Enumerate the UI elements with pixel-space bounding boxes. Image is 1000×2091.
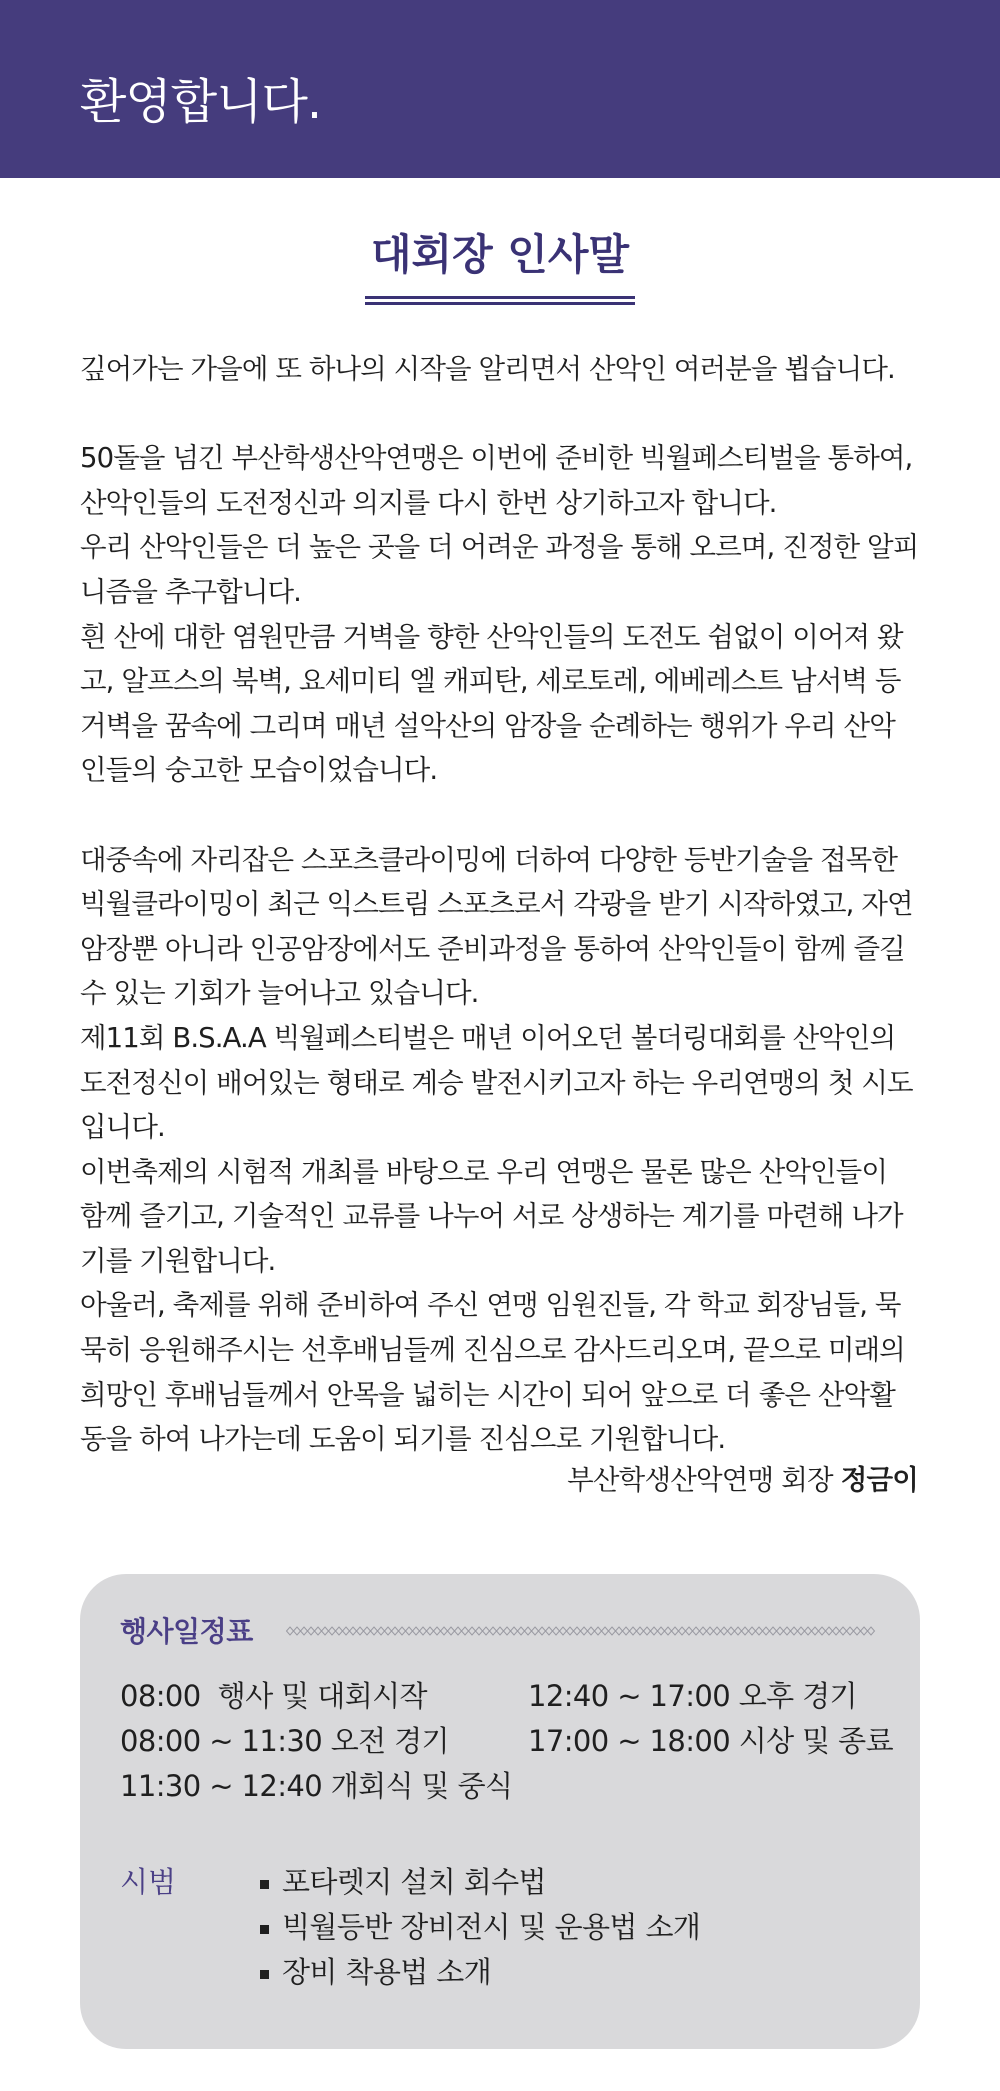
- diamond-ornament: [441, 1627, 448, 1635]
- diamond-ornament: [595, 1627, 602, 1635]
- diamond-ornament: [525, 1627, 532, 1635]
- diamond-ornament: [833, 1627, 840, 1635]
- page-title: 환영합니다.: [80, 74, 322, 130]
- body-paragraph: 대중속에 자리잡은 스포츠클라이밍에 더하여 다양한 등반기술을 접목한 빅월클라이밍이 최근 익스트림 스포츠로서 각광을 받기 시작하였고, 자연암장뿐 아니라 인공암장에서도 준비과정을 통하여 산악인들이 함께 즐길 수 있는 기회가 늘어나고 있습니다.: [80, 843, 913, 1010]
- diamond-ornament: [469, 1627, 476, 1635]
- schedule-item: 11:30 ~ 12:40 개회식 및 중식: [120, 1769, 513, 1803]
- diamond-ornament: [805, 1627, 812, 1635]
- paragraph-gap: [80, 793, 920, 838]
- diamond-ornament: [581, 1627, 588, 1635]
- diamond-ornament: [574, 1627, 581, 1635]
- diamond-ornament: [455, 1627, 462, 1635]
- diamond-ornament: [749, 1627, 756, 1635]
- diamond-ornament: [707, 1627, 714, 1635]
- diamond-ornament: [497, 1627, 504, 1635]
- diamond-ornament: [490, 1627, 497, 1635]
- diamond-ornament: [826, 1627, 833, 1635]
- body-paragraph: 우리 산악인들은 더 높은 곳을 더 어려운 과정을 통해 오르며, 진정한 알피니즘을 추구합니다.: [80, 531, 919, 608]
- diamond-ornament: [686, 1627, 693, 1635]
- diamond-ornament: [294, 1627, 301, 1635]
- schedule-heading: 행사일정표: [120, 1615, 253, 1648]
- diamond-ornament: [588, 1627, 595, 1635]
- diamond-ornament: [364, 1627, 371, 1635]
- signature: [567, 1457, 918, 1497]
- diamond-ornament: [637, 1627, 644, 1635]
- diamond-ornament: [728, 1627, 735, 1635]
- diamond-ornament: [854, 1627, 861, 1635]
- diamond-ornament: [546, 1627, 553, 1635]
- diamond-ornament: [308, 1627, 315, 1635]
- diamond-ornament: [616, 1627, 623, 1635]
- diamond-ornament: [343, 1627, 350, 1635]
- diamond-ornament: [462, 1627, 469, 1635]
- schedule-item: 08:00 행사 및 대회시작: [120, 1679, 427, 1713]
- body-paragraph: 50돌을 넘긴 부산학생산악연맹은 이번에 준비한 빅월페스티벌을 통하여, 산악인들의 도전정신과 의지를 다시 한번 상기하고자 합니다.: [80, 442, 913, 519]
- diamond-ornament: [777, 1627, 784, 1635]
- diamond-ornament: [322, 1627, 329, 1635]
- diamond-ornament: [868, 1627, 875, 1635]
- schedule-item: 08:00 ~ 11:30 오전 경기: [120, 1724, 449, 1758]
- header-banner: [0, 0, 1000, 178]
- diamond-ornament: [532, 1627, 539, 1635]
- body-paragraph: 흰 산에 대한 염원만큼 거벽을 향한 산악인들의 도전도 쉼없이 이어져 왔고, 알프스의 북벽, 요세미티 엘 캐피탄, 세로토레, 에베레스트 남서벽 등 거벽을 꿈속에 그리며 매년 설악산의 암장을 순례하는 행위가 우리 산악인들의 숭고한 모습이었습니다.: [80, 620, 903, 787]
- diamond-ornament: [770, 1627, 777, 1635]
- demo-list-item: 장비 착용법 소개: [260, 1950, 700, 1995]
- diamond-ornament: [406, 1627, 413, 1635]
- demo-list: [260, 1860, 700, 1995]
- diamond-ornament: [840, 1627, 847, 1635]
- diamond-ornament: [539, 1627, 546, 1635]
- diamond-ornament: [735, 1627, 742, 1635]
- diamond-ornament: [623, 1627, 630, 1635]
- signature-role: 부산학생산악연맹 회장: [567, 1464, 833, 1496]
- diamond-ornament: [315, 1627, 322, 1635]
- diamond-ornament: [567, 1627, 574, 1635]
- diamond-ornament: [336, 1627, 343, 1635]
- demo-label: 시범: [120, 1865, 177, 1899]
- greeting-body: [80, 347, 920, 1462]
- diamond-ornament: [413, 1627, 420, 1635]
- demo-list-item: 빅월등반 장비전시 및 운용법 소개: [260, 1905, 700, 1950]
- diamond-ornament: [700, 1627, 707, 1635]
- diamond-ornament: [399, 1627, 406, 1635]
- demo-list-item: 포타렛지 설치 회수법: [260, 1860, 700, 1905]
- diamond-ornament: [560, 1627, 567, 1635]
- greeting-title: 대회장 인사말: [365, 222, 635, 299]
- signature-name: 정금이: [840, 1464, 918, 1496]
- diamond-ornament: [483, 1627, 490, 1635]
- diamond-ornament: [287, 1627, 294, 1635]
- body-paragraph: 아울러, 축제를 위해 준비하여 주신 연맹 임원진들, 각 학교 회장님들, 묵묵히 응원해주시는 선후배님들께 진심으로 감사드리오며, 끝으로 미래의 희망인 후배님들께서 안목을 넓히는 시간이 되어 앞으로 더 좋은 산악활동을 하여 나가는데 도움이 되기를 진심으로 기원합니다.: [80, 1289, 905, 1456]
- diamond-ornament: [721, 1627, 728, 1635]
- diamond-ornament: [714, 1627, 721, 1635]
- diamond-ornament: [791, 1627, 798, 1635]
- schedule-item: 17:00 ~ 18:00 시상 및 종료: [528, 1724, 894, 1758]
- diamond-ornament: [798, 1627, 805, 1635]
- diamond-ornament: [609, 1627, 616, 1635]
- diamond-ornament: [658, 1627, 665, 1635]
- schedule-box: [80, 1574, 920, 2049]
- diamond-rule-divider: [286, 1626, 876, 1636]
- body-paragraph: 이번축제의 시험적 개최를 바탕으로 우리 연맹은 물론 많은 산악인들이 함께 즐기고, 기술적인 교류를 나누어 서로 상생하는 계기를 마련해 나가기를 기원합니다.: [80, 1155, 903, 1277]
- schedule-right-column: [528, 1674, 893, 1764]
- diamond-ornament: [812, 1627, 819, 1635]
- diamond-ornament: [861, 1627, 868, 1635]
- schedule-item: 12:40 ~ 17:00 오후 경기: [528, 1679, 857, 1713]
- diamond-ornament: [448, 1627, 455, 1635]
- diamond-ornament: [350, 1627, 357, 1635]
- diamond-ornament: [385, 1627, 392, 1635]
- diamond-ornament: [756, 1627, 763, 1635]
- paragraph-gap: [80, 392, 920, 437]
- diamond-ornament: [301, 1627, 308, 1635]
- body-paragraph: 깊어가는 가을에 또 하나의 시작을 알리면서 산악인 여러분을 뵙습니다.: [80, 353, 895, 385]
- body-paragraph: 제11회 B.S.A.A 빅월페스티벌은 매년 이어오던 볼더링대회를 산악인의 도전정신이 배어있는 형태로 계승 발전시키고자 하는 우리연맹의 첫 시도입니다.: [80, 1021, 913, 1144]
- diamond-ornament: [679, 1627, 686, 1635]
- diamond-ornament: [427, 1627, 434, 1635]
- diamond-ornament: [357, 1627, 364, 1635]
- diamond-ornament: [665, 1627, 672, 1635]
- diamond-ornament: [784, 1627, 791, 1635]
- diamond-ornament: [651, 1627, 658, 1635]
- diamond-ornament: [476, 1627, 483, 1635]
- diamond-ornament: [371, 1627, 378, 1635]
- diamond-ornament: [819, 1627, 826, 1635]
- diamond-ornament: [511, 1627, 518, 1635]
- diamond-ornament: [518, 1627, 525, 1635]
- diamond-ornament: [504, 1627, 511, 1635]
- diamond-ornament: [602, 1627, 609, 1635]
- diamond-ornament: [763, 1627, 770, 1635]
- diamond-ornament: [392, 1627, 399, 1635]
- diamond-ornament: [847, 1627, 854, 1635]
- schedule-left-column: [120, 1674, 512, 1809]
- diamond-ornament: [553, 1627, 560, 1635]
- diamond-ornament: [693, 1627, 700, 1635]
- diamond-ornament: [329, 1627, 336, 1635]
- diamond-ornament: [742, 1627, 749, 1635]
- diamond-ornament: [420, 1627, 427, 1635]
- greeting-heading: [0, 222, 1000, 299]
- diamond-ornament: [644, 1627, 651, 1635]
- diamond-ornament: [672, 1627, 679, 1635]
- diamond-ornament: [378, 1627, 385, 1635]
- diamond-ornament: [434, 1627, 441, 1635]
- diamond-ornament: [630, 1627, 637, 1635]
